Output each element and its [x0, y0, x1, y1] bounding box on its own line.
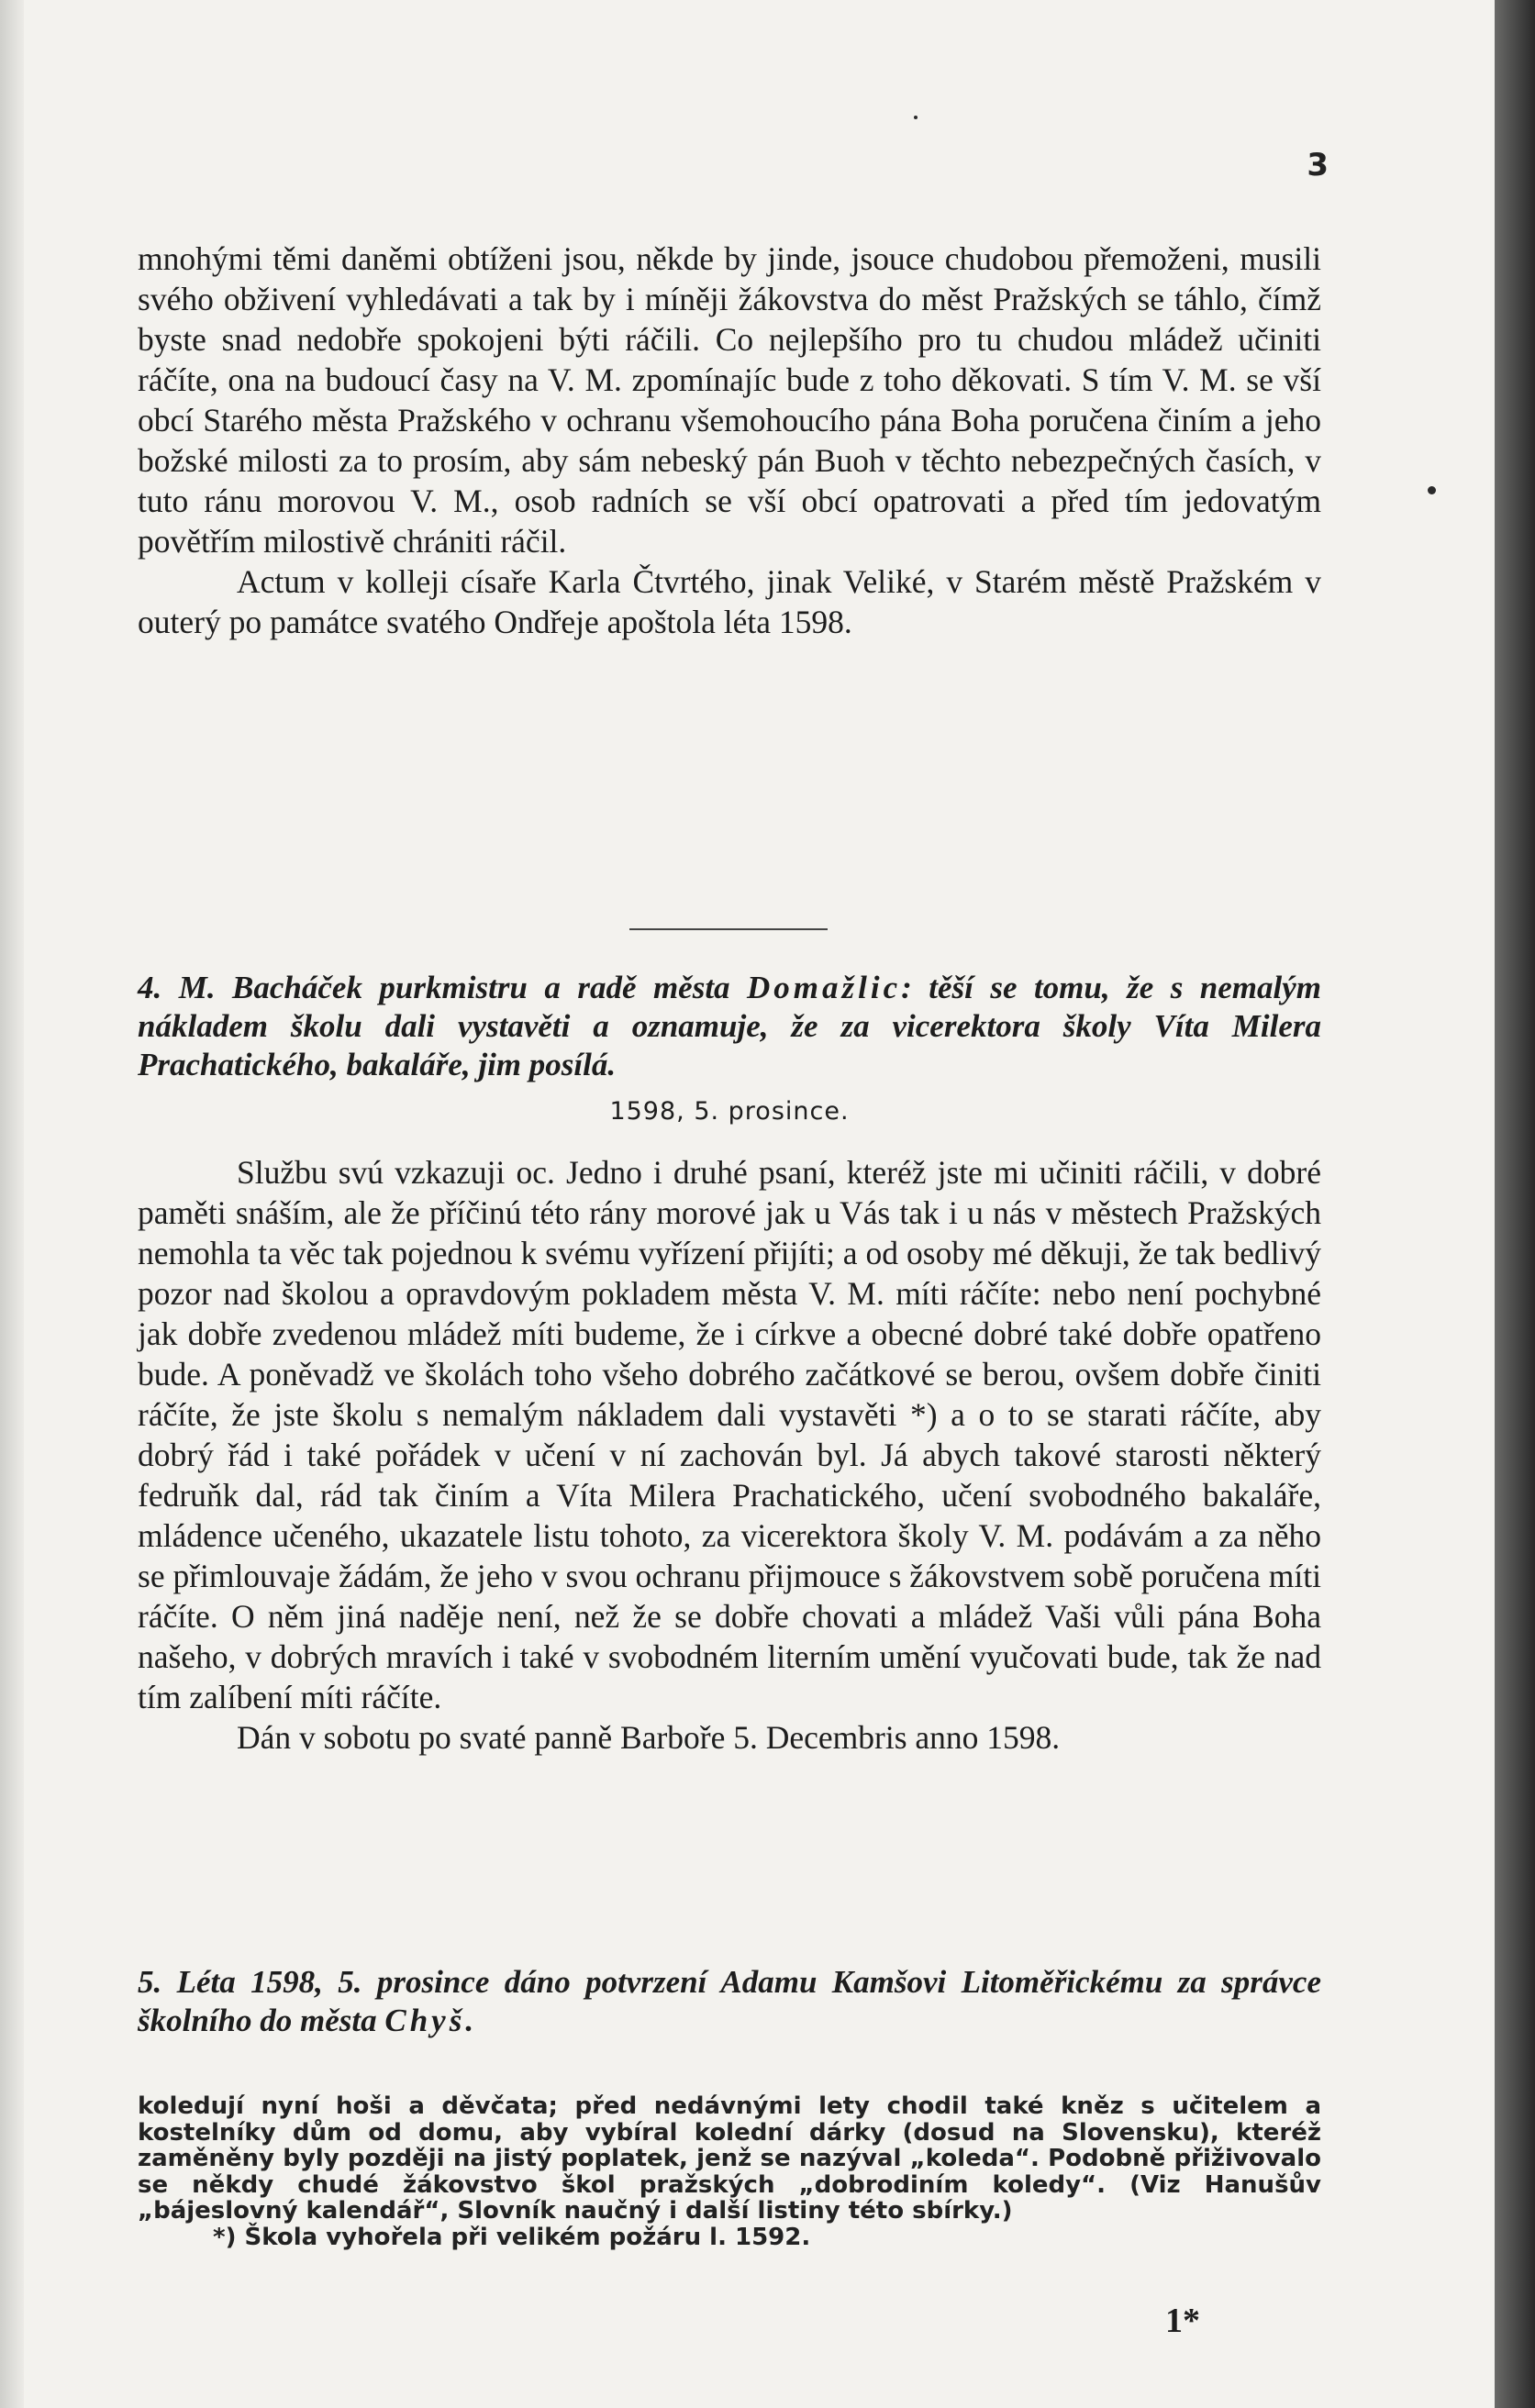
page-right-edge: [1495, 0, 1535, 2408]
heading-text: Léta 1598, 5. prosince dáno potvrzení Adamu Kamšovi Litoměřickému za správce školního do města: [138, 1964, 1321, 2038]
section-number: 5.: [138, 1964, 162, 2000]
section-heading-5: [138, 1963, 1321, 2040]
heading-text: M. Bacháček purkmistru a radě města: [178, 970, 730, 1005]
footnote-continuation: koledují nyní hoši a děvčata; před nedávnými lety chodil také kněz s učitelem a kostelníky dům od domu, aby vybíral kolední dárky (dosud na Slovensku), kteréž zaměněny byly později na jistý poplatek, jenž se nazýval „koleda“. Podobně přiživovalo se někdy chudé žákovstvo škol pražských „dobrodiním koledy“. (Viz Hanušův „bájeslovný kalendář“, Slovník naučný i další listiny této sbírky.): [138, 2092, 1321, 2225]
page-number: 3: [1307, 147, 1329, 183]
heading-text: : těší se tomu, že s nemalým nákladem školu dali vystavěti a oznamuje, že za vicerektora školy Víta Milera Prachatického, bakaláře, jim posílá.: [138, 970, 1321, 1082]
footnote-asterisk: *) Škola vyhořela při velikém požáru l. 1592.: [213, 2223, 811, 2251]
signature-mark: 1*: [1165, 2302, 1200, 2340]
letter-conclusion: [138, 239, 1321, 642]
closing-line: Dán v sobotu po svaté panně Barboře 5. Decembris anno 1598.: [237, 1719, 1061, 1756]
section-heading-4: [138, 969, 1321, 1084]
place-name: Chyš: [384, 2003, 466, 2038]
letter-date: 1598, 5. prosince.: [609, 1097, 850, 1126]
heading-end: .: [465, 2003, 474, 2038]
place-name: Domažlic: [747, 970, 902, 1005]
page-left-edge: [0, 0, 24, 2408]
ink-speck: [1428, 486, 1436, 494]
section-divider: [629, 928, 828, 930]
paragraph-text: mnohými těmi daněmi obtíženi jsou, někde by jinde, jsouce chudobou přemoženi, musili svého obživení vyhledávati a tak by i míněji žákovstva do měst Pražských se táhlo, čímž byste snad nedobře spokojeni býti ráčili. Co nejlepšího pro tu chudou mládež učiniti ráčíte, ona na budoucí časy na V. M. zpomínajíc bude z toho děkovati. S tím V. M. se vší obcí Starého města Pražského v ochranu všemohoucího pána Boha poručena činím a jeho božské milosti za to prosím, aby sám nebeský pán Buoh v těchto nebezpečných časích, v tuto ránu morovou V. M., osob radních se vší obcí opatrovati a před tím jedovatým povětřím milostivě chrániti ráčil.: [138, 240, 1321, 560]
section-number: 4.: [138, 970, 162, 1005]
letter-body: [138, 1152, 1321, 1758]
ink-speck: [914, 116, 918, 119]
paragraph-text: Službu svú vzkazuji oc. Jedno i druhé psaní, kteréž jste mi učiniti ráčili, v dobré paměti snáším, ale že příčinú této rány morové jak u Vás tak i u nás v městech Pražských nemohla ta věc tak pojednou k svému vyřízení přijíti; a od osoby mé děkuji, že tak bedlivý pozor nad školou a opravdovým pokladem města V. M. míti ráčíte: nebo není pochybné jak dobře zvedenou mládež míti budeme, že i církve a obecné dobré také dobře opatřeno bude. A poněvadž ve školách toho všeho dobrého začátkové se berou, ovšem dobře činiti ráčíte, že jste školu s nemalým nákladem dali vystavěti *) a o to se starati ráčíte, aby dobrý řád i také pořádek v učení v ní zachován byl. Já abych takové starosti některý fedruňk dal, rád tak činím a Víta Milera Prachatického, učení svobodného bakaláře, mládence učeného, ukazatele listu tohoto, za vicerektora školy V. M. podávám a za něho se přimlouvaje žádám, že jeho v svou ochranu přijmouce s žákovstvem sobě poručena míti ráčíte. O něm jiná naděje není, než že se dobře chovati a mládež Vaši vůli pána Boha našeho, v dobrých mravích i také v svobodném literním umění vyučovati bude, tak že nad tím zalíbení míti ráčíte.: [138, 1154, 1321, 1715]
dating-paragraph: Actum v kolleji císaře Karla Čtvrtého, jinak Veliké, v Starém městě Pražském v outerý po památce svatého Ondřeje apoštola léta 1598.: [138, 563, 1321, 640]
footnotes: [138, 2093, 1321, 2250]
